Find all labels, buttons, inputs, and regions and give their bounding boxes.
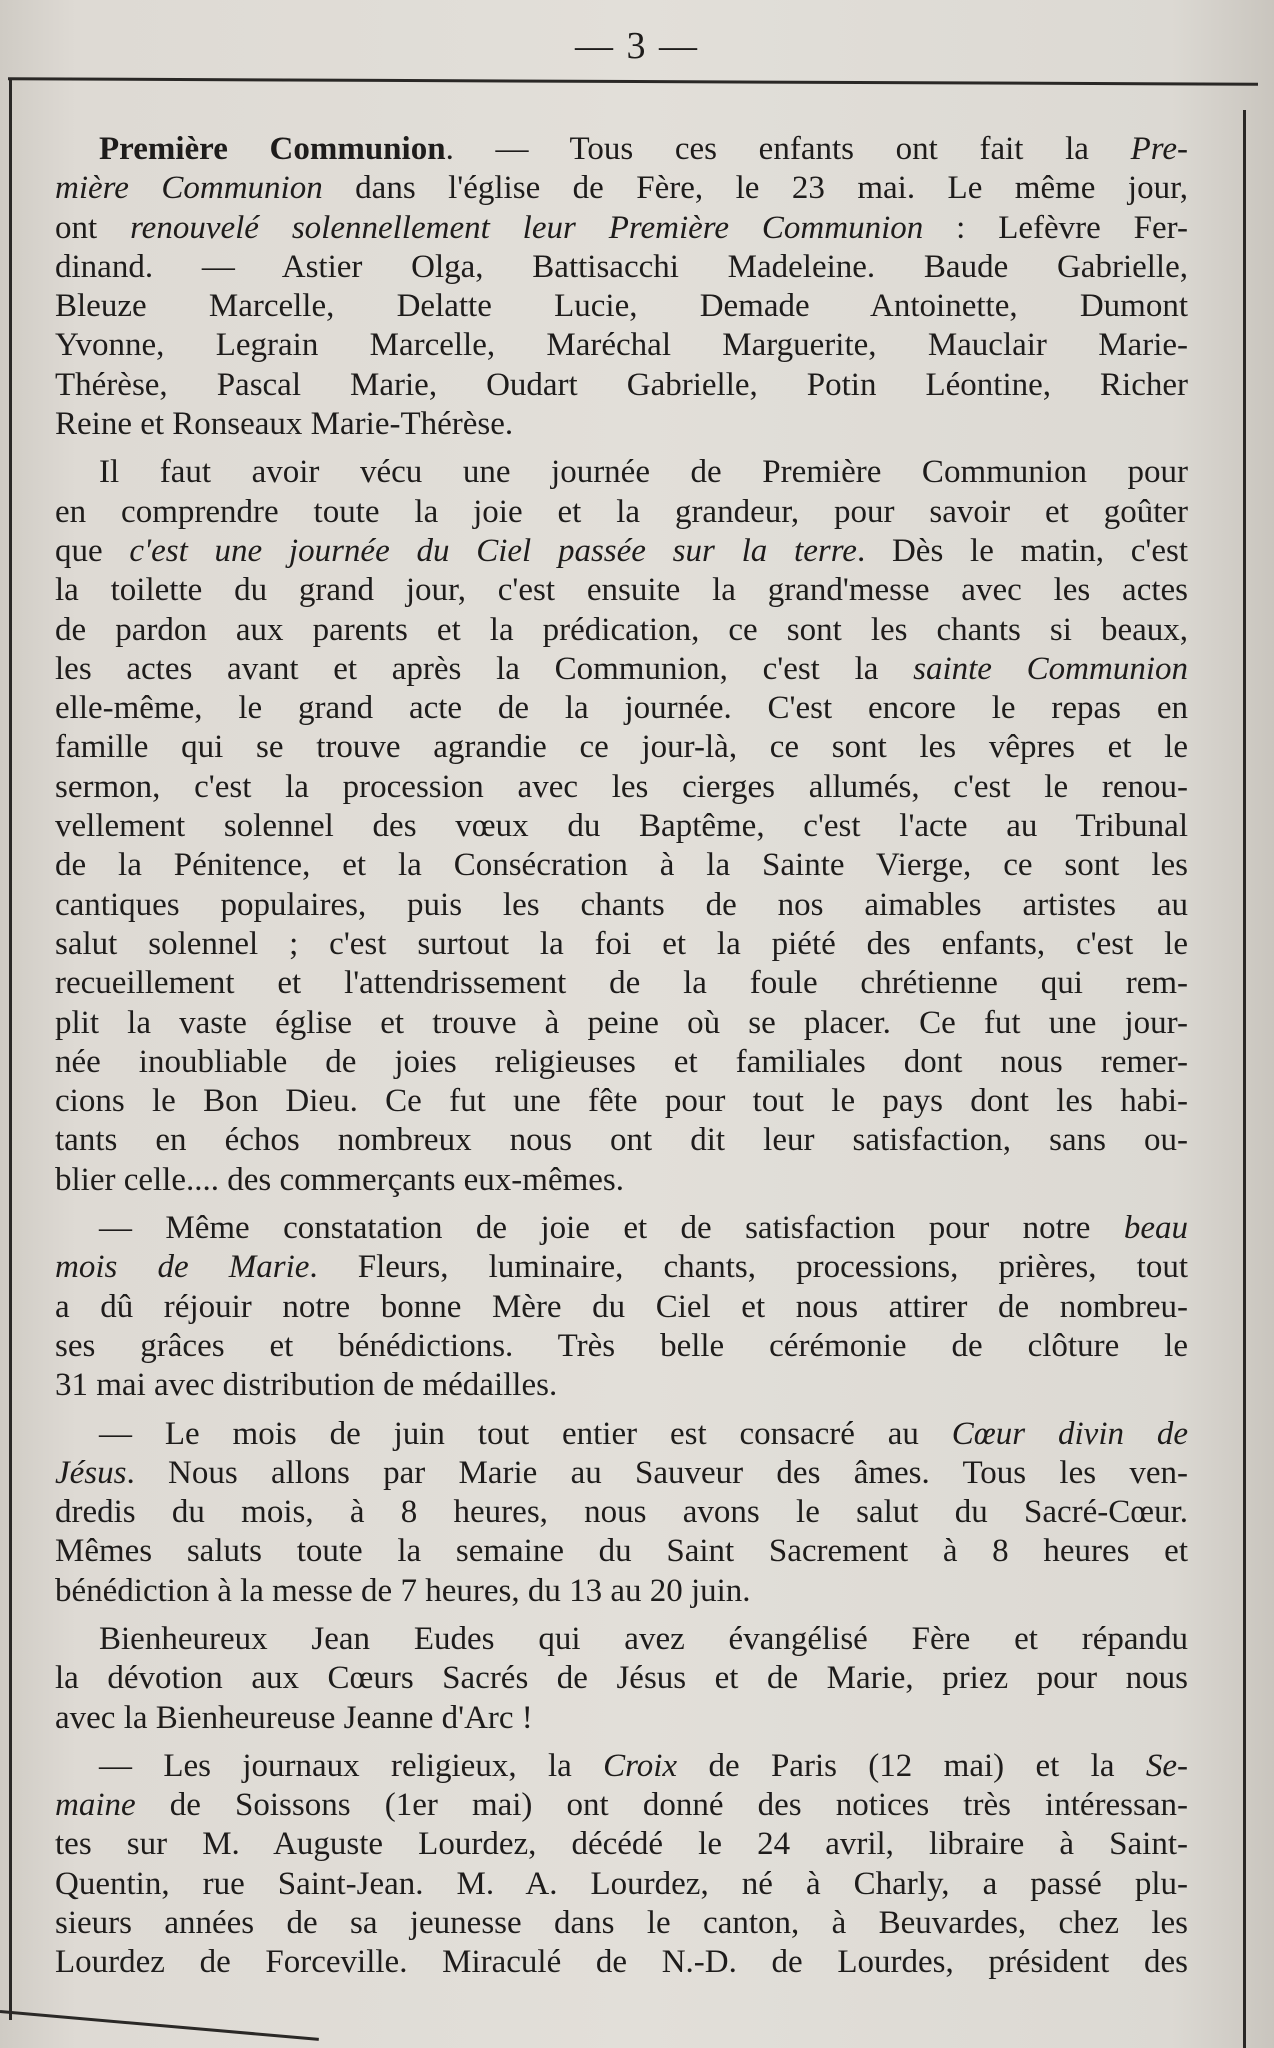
text-line — [55, 886, 1188, 925]
text-segment: elle-même, le grand acte de la journée. C'est encore le repas en — [55, 690, 1188, 727]
text-segment: Bleuze Marcelle, Delatte Lucie, Demade Antoinette, Dumont — [55, 288, 1188, 325]
text-segment: de Soissons (1er mai) ont donné des notices très intéressan- — [135, 1787, 1188, 1824]
text-line — [55, 1904, 1188, 1943]
italic-text: Cœur divin de — [951, 1415, 1188, 1452]
text-line — [55, 925, 1188, 964]
text-segment: de la Pénitence, et la Consécration à la Sainte Vierge, ce sont les — [55, 847, 1188, 884]
text-segment: Thérèse, Pascal Marie, Oudart Gabrielle, Potin Léontine, Richer — [55, 366, 1188, 403]
paragraph — [55, 130, 1188, 444]
text-line — [55, 1825, 1188, 1864]
text-segment: dans l'église de Fère, le 23 mai. Le même jour, — [322, 170, 1188, 207]
text-line — [55, 1366, 1188, 1405]
italic-text: mois de Marie — [55, 1249, 310, 1286]
text-line — [55, 366, 1188, 405]
text-line — [55, 1082, 1188, 1121]
text-line — [55, 130, 1188, 169]
text-line — [55, 964, 1188, 1003]
text-segment: née inoubliable de joies religieuses et familiales dont nous remer- — [55, 1043, 1188, 1080]
text-line — [55, 1699, 1188, 1738]
text-line — [55, 209, 1188, 248]
text-line — [55, 1943, 1188, 1982]
text-line — [55, 1572, 1188, 1611]
paragraph — [55, 1209, 1188, 1405]
italic-text: renouvelé solennellement leur Première Communion — [130, 209, 924, 246]
text-line — [55, 1327, 1188, 1366]
text-segment: dinand. — Astier Olga, Battisacchi Madeleine. Baude Gabrielle, — [55, 248, 1188, 285]
paragraph — [55, 1620, 1188, 1738]
italic-text: Se- — [1145, 1747, 1188, 1784]
text-line — [55, 1415, 1188, 1454]
text-line — [55, 1532, 1188, 1571]
text-segment: cantiques populaires, puis les chants de nos aimables artistes au — [55, 886, 1188, 923]
text-line — [55, 1865, 1188, 1904]
text-line — [55, 532, 1188, 571]
text-line — [55, 326, 1188, 365]
text-segment: : Lefèvre Fer- — [923, 209, 1188, 246]
italic-text: beau — [1123, 1210, 1188, 1247]
text-segment: la dévotion aux Cœurs Sacrés de Jésus et de Marie, priez pour nous — [55, 1660, 1188, 1697]
italic-text: c'est une journée du Ciel passée sur la terre — [129, 532, 857, 569]
text-line — [55, 1209, 1188, 1248]
text-segment: salut solennel ; c'est surtout la foi et la piété des enfants, c'est le — [55, 925, 1188, 962]
italic-text: Jésus — [55, 1454, 127, 1491]
text-segment: . — Tous ces enfants ont fait la — [445, 131, 1131, 167]
text-segment: recueillement et l'attendrissement de la foule chrétienne qui rem- — [55, 965, 1188, 1002]
text-line — [55, 1161, 1188, 1200]
text-line — [55, 768, 1188, 807]
text-segment: famille qui se trouve agrandie ce jour-là, ce sont les vêpres et le — [55, 729, 1188, 766]
text-segment: sermon, c'est la procession avec les cierges allumés, c'est le renou- — [55, 768, 1188, 805]
italic-text: Croix — [603, 1747, 678, 1784]
italic-text: maine — [55, 1787, 136, 1824]
text-segment: Lourdez de Forceville. Miraculé de N.-D. de Lourdes, président des — [55, 1944, 1188, 1981]
text-segment: 31 mai avec distribution de médailles. — [55, 1367, 558, 1404]
text-line — [55, 689, 1188, 728]
text-line — [55, 650, 1188, 689]
text-line — [55, 728, 1188, 767]
text-segment: . Nous allons par Marie au Sauveur des âmes. Tous les ven- — [126, 1454, 1188, 1491]
italic-text: sainte Communion — [913, 650, 1188, 687]
text-segment: . Dès le matin, c'est — [856, 532, 1189, 569]
text-segment: Il faut avoir vécu une journée de Première Communion pour — [99, 454, 1188, 491]
section-heading: Première Communion — [99, 131, 446, 167]
text-segment: avec la Bienheureuse Jeanne d'Arc ! — [55, 1699, 533, 1736]
text-line — [55, 1248, 1188, 1287]
article-body — [55, 130, 1188, 1992]
text-line — [55, 611, 1188, 650]
text-segment: Yvonne, Legrain Marcelle, Maréchal Marguerite, Mauclair Marie- — [55, 327, 1188, 364]
italic-text: Pre- — [1130, 131, 1188, 167]
text-line — [55, 1121, 1188, 1160]
text-line — [55, 1004, 1188, 1043]
paragraph — [55, 1747, 1188, 1983]
text-segment: dredis du mois, à 8 heures, nous avons le salut du Sacré-Cœur. — [55, 1494, 1188, 1531]
text-segment: . Fleurs, luminaire, chants, processions, prières, tout — [309, 1249, 1188, 1286]
paragraph — [55, 453, 1188, 1200]
left-rule — [9, 80, 12, 2020]
text-segment: vellement solennel des vœux du Baptême, c'est l'acte au Tribunal — [55, 808, 1188, 845]
text-segment: ont — [55, 209, 131, 246]
text-line — [55, 1620, 1188, 1659]
page-number: — 3 — — [575, 25, 699, 67]
text-line — [55, 807, 1188, 846]
text-line — [55, 453, 1188, 492]
text-segment: plit la vaste église et trouve à peine où se placer. Ce fut une jour- — [55, 1004, 1188, 1041]
text-line — [55, 1454, 1188, 1493]
text-segment: — Le mois de juin tout entier est consacré au — [99, 1415, 952, 1452]
text-line — [55, 1043, 1188, 1082]
right-rule — [1243, 110, 1246, 2048]
text-segment: bénédiction à la messe de 7 heures, du 13 au 20 juin. — [55, 1572, 751, 1609]
text-segment: Quentin, rue Saint-Jean. M. A. Lourdez, né à Charly, a passé plu- — [55, 1865, 1188, 1902]
text-line — [55, 405, 1188, 444]
text-segment: les actes avant et après la Communion, c'est la — [55, 650, 914, 687]
text-segment: en comprendre toute la joie et la grandeur, pour savoir et goûter — [55, 493, 1188, 530]
text-segment: Bienheureux Jean Eudes qui avez évangélisé Fère et répandu — [99, 1620, 1188, 1657]
text-segment: ses grâces et bénédictions. Très belle cérémonie de clôture le — [55, 1327, 1188, 1364]
text-line — [55, 493, 1188, 532]
text-line — [55, 1659, 1188, 1698]
text-segment: Mêmes saluts toute la semaine du Saint Sacrement à 8 heures et — [55, 1533, 1188, 1570]
text-segment: Reine et Ronseaux Marie-Thérèse. — [55, 406, 514, 443]
italic-text: mière Communion — [55, 170, 323, 207]
text-line — [55, 1288, 1188, 1327]
text-line — [55, 1747, 1188, 1786]
text-segment: de pardon aux parents et la prédication, ce sont les chants si beaux, — [55, 611, 1188, 648]
text-segment: a dû réjouir notre bonne Mère du Ciel et nous attirer de nombreu- — [55, 1288, 1188, 1325]
text-segment: tants en échos nombreux nous ont dit leur satisfaction, sans ou- — [55, 1122, 1188, 1159]
paragraph — [55, 1415, 1188, 1611]
text-segment: tes sur M. Auguste Lourdez, décédé le 24 avril, libraire à Saint- — [55, 1826, 1188, 1863]
text-segment: la toilette du grand jour, c'est ensuite la grand'messe avec les actes — [55, 572, 1188, 609]
text-segment: — Même constatation de joie et de satisfaction pour notre — [99, 1210, 1124, 1247]
text-line — [55, 846, 1188, 885]
text-segment: cions le Bon Dieu. Ce fut une fête pour tout le pays dont les habi- — [55, 1083, 1188, 1120]
text-line — [55, 1493, 1188, 1532]
text-line — [55, 169, 1188, 208]
text-segment: de Paris (12 mai) et la — [677, 1747, 1146, 1784]
text-line — [55, 571, 1188, 610]
text-segment: — Les journaux religieux, la — [99, 1747, 604, 1784]
text-segment: sieurs années de sa jeunesse dans le canton, à Beuvardes, chez les — [55, 1905, 1188, 1942]
text-line — [55, 1786, 1188, 1825]
text-segment: blier celle.... des commerçants eux-mêmes. — [55, 1161, 625, 1198]
text-line — [55, 248, 1188, 287]
text-segment: que — [55, 532, 130, 569]
text-line — [55, 287, 1188, 326]
